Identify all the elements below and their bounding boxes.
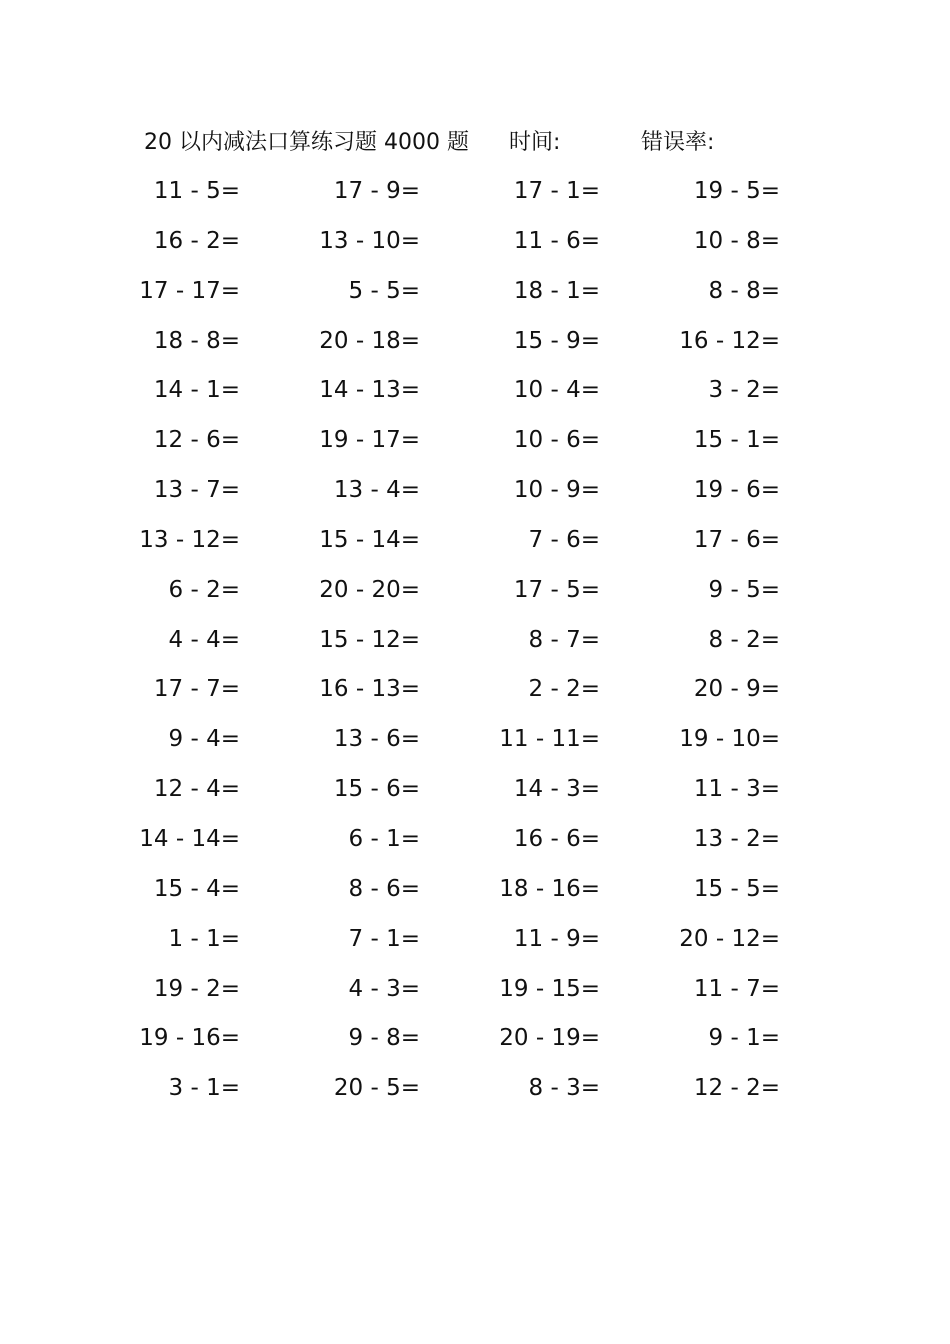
problem-item: 16 - 13=: [319, 676, 420, 703]
problem-item: 15 - 4=: [153, 875, 240, 902]
problem-row: [0, 769, 950, 819]
problem-item: 14 - 13=: [319, 377, 420, 404]
error-rate-label: 错误率:: [641, 130, 715, 155]
problem-item: 6 - 1=: [348, 825, 420, 852]
problem-item: 16 - 6=: [513, 825, 600, 852]
problem-item: 15 - 1=: [693, 427, 780, 454]
problem-item: 14 - 14=: [139, 825, 240, 852]
problem-item: 3 - 2=: [708, 377, 780, 404]
problem-item: 15 - 6=: [333, 776, 420, 803]
problem-item: 18 - 16=: [499, 875, 600, 902]
problem-item: 9 - 8=: [348, 1025, 420, 1052]
problem-row: [0, 620, 950, 670]
problem-item: 19 - 6=: [693, 477, 780, 504]
problem-row: [0, 520, 950, 570]
problem-item: 15 - 9=: [513, 327, 600, 354]
problem-item: 15 - 5=: [693, 875, 780, 902]
time-label: 时间:: [509, 130, 561, 155]
problem-item: 13 - 2=: [693, 825, 780, 852]
problem-row: [0, 321, 950, 371]
problem-item: 19 - 5=: [693, 178, 780, 204]
problem-item: 17 - 17=: [139, 277, 240, 304]
problem-item: 20 - 18=: [319, 327, 420, 354]
problem-item: 8 - 7=: [528, 626, 600, 653]
problem-item: 13 - 4=: [333, 477, 420, 504]
problem-item: 17 - 9=: [333, 178, 420, 204]
problem-item: 10 - 4=: [513, 377, 600, 404]
problem-item: 20 - 12=: [679, 925, 780, 952]
problem-item: 17 - 1=: [513, 178, 600, 204]
problem-item: 19 - 2=: [153, 975, 240, 1002]
problem-item: 14 - 3=: [513, 776, 600, 803]
problem-item: 7 - 1=: [348, 925, 420, 952]
problem-row: [0, 470, 950, 520]
problem-item: 8 - 6=: [348, 875, 420, 902]
problem-row: [0, 221, 950, 271]
problem-row: [0, 1068, 950, 1118]
problem-item: 11 - 9=: [513, 925, 600, 952]
problem-item: 16 - 2=: [153, 227, 240, 254]
problem-item: 2 - 2=: [528, 676, 600, 703]
problem-item: 8 - 2=: [708, 626, 780, 653]
problem-item: 18 - 8=: [153, 327, 240, 354]
problem-item: 20 - 20=: [319, 576, 420, 603]
problem-item: 20 - 19=: [499, 1025, 600, 1052]
worksheet-header: [144, 126, 804, 160]
problem-row: [0, 669, 950, 719]
problem-item: 4 - 3=: [348, 975, 420, 1002]
problem-row: [0, 171, 950, 221]
problem-item: 8 - 3=: [528, 1075, 600, 1102]
problem-grid: [0, 171, 950, 1118]
problem-item: 7 - 6=: [528, 526, 600, 553]
problem-item: 18 - 1=: [513, 277, 600, 304]
problem-item: 13 - 7=: [153, 477, 240, 504]
problem-item: 4 - 4=: [168, 626, 240, 653]
problem-item: 17 - 6=: [693, 526, 780, 553]
problem-item: 20 - 9=: [693, 676, 780, 703]
problem-item: 12 - 6=: [153, 427, 240, 454]
problem-item: 13 - 10=: [319, 227, 420, 254]
problem-item: 16 - 12=: [679, 327, 780, 354]
problem-item: 3 - 1=: [168, 1075, 240, 1102]
problem-row: [0, 420, 950, 470]
problem-item: 11 - 3=: [693, 776, 780, 803]
problem-row: [0, 719, 950, 769]
problem-item: 6 - 2=: [168, 576, 240, 603]
problem-item: 10 - 8=: [693, 227, 780, 254]
worksheet-title: 20 以内减法口算练习题 4000 题: [144, 130, 469, 155]
problem-item: 9 - 4=: [168, 726, 240, 753]
problem-item: 19 - 15=: [499, 975, 600, 1002]
problem-row: [0, 819, 950, 869]
problem-item: 10 - 9=: [513, 477, 600, 504]
problem-item: 15 - 12=: [319, 626, 420, 653]
problem-item: 11 - 5=: [153, 178, 240, 204]
problem-item: 12 - 4=: [153, 776, 240, 803]
problem-item: 17 - 5=: [513, 576, 600, 603]
problem-item: 17 - 7=: [153, 676, 240, 703]
problem-row: [0, 1018, 950, 1068]
problem-row: [0, 370, 950, 420]
problem-item: 11 - 11=: [499, 726, 600, 753]
problem-row: [0, 570, 950, 620]
problem-item: 12 - 2=: [693, 1075, 780, 1102]
problem-item: 1 - 1=: [168, 925, 240, 952]
problem-item: 19 - 16=: [139, 1025, 240, 1052]
problem-item: 13 - 6=: [333, 726, 420, 753]
problem-item: 9 - 1=: [708, 1025, 780, 1052]
problem-item: 9 - 5=: [708, 576, 780, 603]
problem-item: 14 - 1=: [153, 377, 240, 404]
problem-item: 8 - 8=: [708, 277, 780, 304]
problem-item: 11 - 6=: [513, 227, 600, 254]
problem-row: [0, 969, 950, 1019]
problem-row: [0, 919, 950, 969]
problem-item: 15 - 14=: [319, 526, 420, 553]
problem-row: [0, 271, 950, 321]
problem-item: 11 - 7=: [693, 975, 780, 1002]
problem-item: 5 - 5=: [348, 277, 420, 304]
problem-item: 20 - 5=: [333, 1075, 420, 1102]
problem-item: 10 - 6=: [513, 427, 600, 454]
problem-row: [0, 869, 950, 919]
problem-item: 19 - 10=: [679, 726, 780, 753]
problem-item: 19 - 17=: [319, 427, 420, 454]
problem-item: 13 - 12=: [139, 526, 240, 553]
